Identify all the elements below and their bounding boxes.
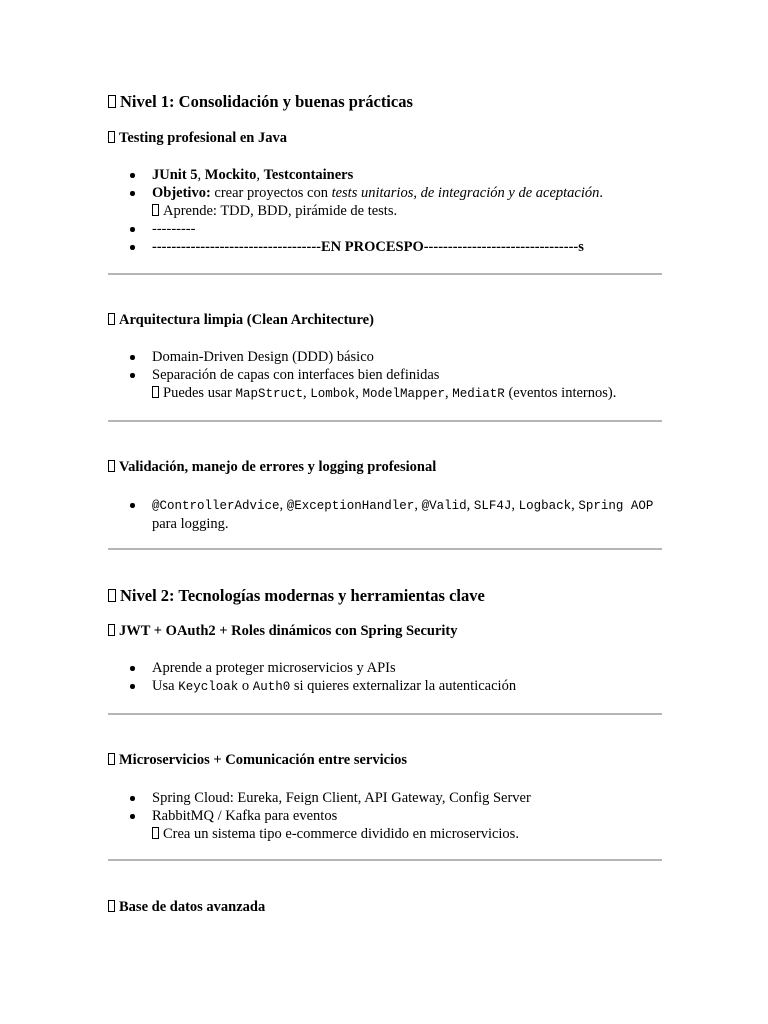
- missing-glyph-icon: [108, 95, 116, 108]
- list-item: JUnit 5, Mockito, Testcontainers: [108, 166, 662, 184]
- list-item: Objetivo: crear proyectos con tests unitarios, de integración y de aceptación. Aprende: TDD, BDD, pirámide de tests.: [108, 184, 662, 220]
- progress-line: -----------------------------------EN PROCESPO--------------------------------s: [152, 239, 584, 255]
- microservices-heading: Microservicios + Comunicación entre servicios: [108, 752, 407, 769]
- ecommerce-tip: Crea un sistema tipo e-commerce dividido en microservicios.: [152, 825, 662, 843]
- libs-tip: Puedes usar MapStruct, Lombok, ModelMapper, MediatR (eventos internos).: [152, 384, 662, 403]
- missing-glyph-icon: [108, 900, 115, 912]
- missing-glyph-icon: [108, 131, 115, 143]
- list-item: RabbitMQ / Kafka para eventos Crea un sistema tipo e-commerce dividido en microservicios.: [108, 807, 662, 843]
- missing-glyph-icon: [152, 204, 159, 216]
- list-item: Aprende a proteger microservicios y APIs: [108, 659, 662, 677]
- missing-glyph-icon: [108, 753, 115, 765]
- divider: [108, 420, 662, 422]
- testing-list: [108, 166, 662, 256]
- list-item: Spring Cloud: Eureka, Feign Client, API Gateway, Config Server: [108, 789, 662, 807]
- divider: [108, 859, 662, 861]
- tool-mockito: Mockito: [204, 167, 257, 183]
- list-item: [108, 238, 662, 256]
- security-heading: JWT + OAuth2 + Roles dinámicos con Spring Security: [108, 623, 458, 640]
- security-list: [108, 659, 662, 696]
- missing-glyph-icon: [152, 386, 159, 398]
- testing-heading: Testing profesional en Java: [108, 130, 287, 147]
- missing-glyph-icon: [108, 313, 115, 325]
- clean-list: [108, 348, 662, 403]
- database-heading: Base de datos avanzada: [108, 899, 265, 916]
- list-item: Separación de capas con interfaces bien definidas Puedes usar MapStruct, Lombok, ModelMapper, MediatR (eventos internos).: [108, 366, 662, 403]
- list-item: Usa Keycloak o Auth0 si quieres externalizar la autenticación: [108, 677, 662, 696]
- validation-heading: Validación, manejo de errores y logging profesional: [108, 459, 436, 476]
- missing-glyph-icon: [108, 589, 116, 602]
- dashes-text: ---------: [152, 221, 196, 237]
- learn-tip: Aprende: TDD, BDD, pirámide de tests.: [152, 202, 662, 220]
- divider: [108, 713, 662, 715]
- divider: [108, 273, 662, 275]
- list-item: @ControllerAdvice, @ExceptionHandler, @Valid, SLF4J, Logback, Spring AOP para logging.: [108, 496, 662, 533]
- objective-em: tests unitarios, de integración y de aceptación: [331, 185, 600, 201]
- missing-glyph-icon: [108, 624, 115, 636]
- list-item: [108, 220, 662, 238]
- objective-text: crear proyectos con: [214, 185, 328, 201]
- missing-glyph-icon: [152, 827, 159, 839]
- level2-title: Nivel 2: Tecnologías modernas y herramientas clave: [108, 586, 485, 606]
- tool-junit: JUnit 5: [152, 167, 198, 183]
- validation-list: [108, 496, 662, 533]
- list-item: Domain-Driven Design (DDD) básico: [108, 348, 662, 366]
- clean-architecture-heading: Arquitectura limpia (Clean Architecture): [108, 312, 374, 329]
- divider: [108, 548, 662, 550]
- objective-label: Objetivo:: [152, 185, 211, 201]
- level1-title: Nivel 1: Consolidación y buenas prácticas: [108, 92, 413, 112]
- microservices-list: [108, 789, 662, 843]
- tool-testcontainers: Testcontainers: [263, 167, 354, 183]
- missing-glyph-icon: [108, 460, 115, 472]
